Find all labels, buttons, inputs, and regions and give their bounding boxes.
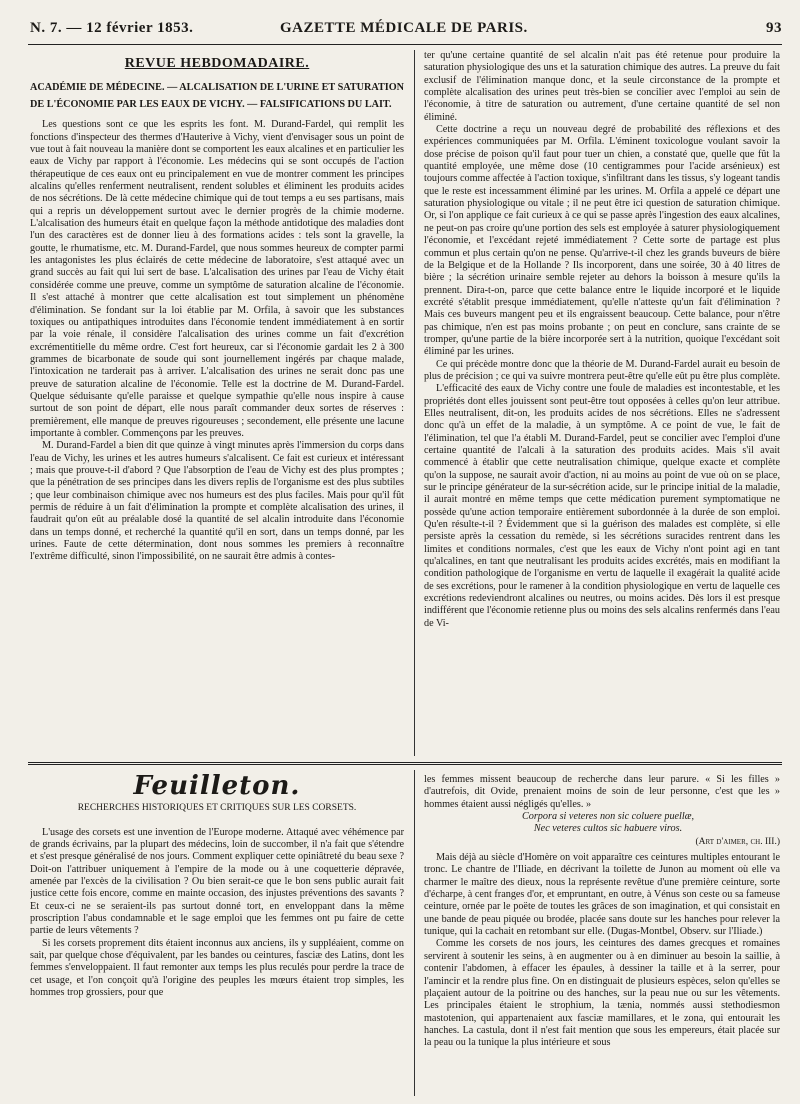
revue-title: REVUE HEBDOMADAIRE.	[124, 56, 310, 71]
feuilleton-title: Feuilleton.	[133, 771, 301, 801]
column-divider-lower	[414, 770, 415, 1096]
feuilleton-left-column	[30, 770, 404, 1096]
latin-verse: Corpora si veteres non sic coluere puellæ,	[521, 811, 695, 823]
column-divider	[414, 50, 415, 756]
latin-verse: Nec veteres cultos sic habuere viros.	[533, 823, 683, 835]
feuilleton-paragraph: L'usage des corsets est une invention de l'Europe moderne. Attaqué avec véhémence par de grands écrivains, par la plupart des médecins, loin de succomber, il n'a fait que s'étendre et s'est presque généralisé de nos jours. Comment expliquer cette opiniâtreté du beau sexe ? Doit-on l'attribuer uniquement à l'empire de la mode ou à une coquetterie dépravée, amenée par l'excès de la civilisation ? Ou bien serait-ce que le bon sens public aurait fait justice cette fois encore, comme en mainte occasion, des injustes préventions des savants ? Et ceux-ci ne se seraient-ils pas surtout donné tort, en enveloppant dans la même proscription l'abus condamnable et le sage emploi que les femmes ont pu faire de cette partie de leurs vêtements ?	[30, 826, 404, 937]
revue-paragraph: L'efficacité des eaux de Vichy contre une foule de maladies est incontestable, et les propriétés dont elles jouissent sont peut-être tout opposées à celles qu'on leur attribue. Elles neutralisent, dit-on, les produits acides de nos sécrétions. Elles ne s'adressent donc qu'à un effet de la maladie, à un symptôme. A ce point de vue, le fait de l'élimination, tel que l'a établi M. Durand-Fardel, peut se concilier avec l'emploi d'une certaine quantité de l'alcali à la saturation des produits acides. Mais s'il avait commencé à établir que cette neutralisation chimique, quelque exacte et complète qu'on la suppose, ne saurait avoir d'action, ni au moins au point de vue où on se place, sur le principe générateur de la sur-sécrétion acide, sur le principe initial de la maladie, il aurait montré en même temps que cette médication purement symptomatique ne possède qu'une action temporaire entièrement subordonnée à la durée de son emploi. Qu'en résulte-t-il ? Évidemment que si la guérison des malades est complète, si elle persiste après la cessation du remède, si les sécrétions suracides rentrent dans les limites et conditions normales, c'est que les eaux de Vichy n'ont point agi en tant qu'alcalines, en tant que neutralisant les produits acides excrétés, mais en modifiant la condition pathologique de l'organisme en vertu de laquelle il exagérait la qualité acide de ses excrétions, pour le ramener à la condition physiologique en vertu de laquelle ces excrétions redeviendront alcalines ou neutres, ou moins acides. Dès lors il est presque indifférent que l'économie retienne plus ou moins des sels alcalins renfermés dans l'eau de Vi-	[424, 383, 780, 629]
revue-paragraph: Cette doctrine a reçu un nouveau degré de probabilité des réflexions et des expériences communiquées par M. Orfila. L'éminent toxicologue voulant savoir la dose précise de poison qu'il faut pour tuer un chien, a constaté que, quelle que fût la quantité employée, une même dose (10 centigrammes pour l'acide arsénieux) est toujours comme affectée à l'action toxique, s'infiltrant dans les tissus, s'y logeant tandis que le reste est incessamment éliminé par les urines. M. Orfila a appelé ce départ une saturation physiologique ou vitale ; il ne peut être ici question de saturation chimique. Or, si l'on applique ce fait curieux à ce qui se passe après l'ingestion des eaux alcalines, ne peut-on pas croire qu'une portion des sels est employée à saturer physiologiquement l'économie, et l'excédant rejeté immédiatement ? Cette sorte de partage est plus commun et plus certain qu'on ne pense. Qu'arrive-t-il chez les grands buveurs de bière de la Belgique et de la Hollande ? Ils incorporent, dans une soirée, 30 à 40 litres de bière ; la sécrétion urinaire semble rejeter au dehors la boisson à mesure qu'ils la prennent. Dira-t-on, parce que cette balance entre le liquide incorporé et le liquide excrété s'établit presque immédiatement, qu'elle n'atteste qu'un fait d'élimination ? Mais ces buveurs mangent peu et ils engraissent beaucoup. Cette balance, pour n'être pas chimique, n'en est pas moins probante ; on peut en conclure, sans crainte de se tromper, qu'une partie de la bière incorporée sert à la nutrition, quoique l'excédant soit éliminé par les urines.	[424, 124, 780, 358]
journal-title: GAZETTE MÉDICALE DE PARIS.	[280, 20, 528, 36]
issue-number: N. 7. — 12 février 1853.	[30, 20, 194, 36]
page-header	[30, 20, 782, 42]
feuilleton-right-column	[424, 774, 780, 1096]
revue-paragraph: Les questions sont ce que les esprits les font. M. Durand-Fardel, qui remplit les fonctions d'inspecteur des thermes d'Hauterive à Vichy, vient d'envisager sous un point de vue tout à fait nouveau la manière dont se comportent les eaux alcalines et en particulier les eaux de Vichy par rapport à l'économie. Les médecins qui se sont occupés de l'action thérapeutique de ces eaux ont eu principalement en vue de montrer comment les principes alcalins qu'elles renferment neutralisent, rendent solubles et éliminent les produits acides de nos sécrétions. De là cette médecine chimique qui de tout temps a eu ses partisans, mais qui a repris un développement surtout avec le dernier progrès de la chimie moderne. L'alcalisation des humeurs était en quelque façon la méthode antidotique des maladies dont l'un des caractères est de donner lieu à des formations acides : tels sont la gravelle, la goutte, le rhumatisme, etc. M. Durand-Fardel, que nous sommes heureux de compter parmi les antagonistes les plus éclairés de cette médecine de laboratoire, s'est attaqué avec un grand succès au fait qui lui sert de base. L'alcalisation des urines par l'eau de Vichy était considérée comme une preuve, comme un symptôme de saturation alcaline de l'économie. Il s'est attaché à montrer que cette alcalisation est tout simplement un phénomène d'élimination. Se fondant sur la loi établie par M. Orfila, à savoir que les substances toxiques ou antipathiques introduites dans l'économie tendent immédiatement à en sortir par la voie rénale, il considère l'alcalisation des urines comme un fait d'excrétion excrémentitielle du même ordre. C'est fort heureux, car si l'économie gardait les 2 à 300 grammes de bicarbonate de soude qui sont journellement ingérés par chaque malade, l'intoxication ne tarderait pas à arriver. L'alcalisation des urines ne serait donc pas une preuve de saturation alcaline de l'économie. Telle est la doctrine de M. Durand-Fardel. Quelque séduisante qu'elle paraisse et quelque sympathie qu'elle nous inspire à cause surtout de son point de départ, elle nous paraît commander deux sortes de réserves : premièrement, elle manque de preuves rigoureuses ; secondement, elle présente une lacune importante à combler. Commençons par les preuves.	[30, 119, 404, 439]
revue-paragraph: ter qu'une certaine quantité de sel alcalin n'ait pas été retenue pour produire la saturation physiologique des uns et la saturation chimique des autres. La preuve du fait exclusif de l'élimination manque donc, et la seule circonstance de la prompte et complète alcalisation des urines peut très-bien se concilier avec l'emploi au sein de l'économie, à titre de saturation ou autrement, d'une certaine quantité de sel non éliminé.	[424, 50, 780, 123]
page-number: 93	[766, 20, 782, 36]
header-rule	[28, 44, 782, 45]
feuilleton-paragraph: Comme les corsets de nos jours, les ceintures des dames grecques et romaines servirent à soutenir les seins, à en augmenter ou à en diminuer au besoin la saillie, à contenir l'abdomen, à effacer les épaules, à dessiner la taille et à la serrer, pour l'amincir et la rendre plus fine. On en distinguait de plusieurs espèces, selon qu'elles se plaçaient autour de la poitrine ou des hanches, sur la peau nue ou sur les vêtements. Les principales étaient le strophium, la tænia, nommés aussi stethodiesmon mastotenion, qui appartenaient aux fasciæ mamillares, et le zona, qui entourait les hanches. La castula, dont il n'est fait mention que sous les empereurs, était placée sur la peau ou la tunique la plus intérieure et sous	[424, 938, 780, 1049]
feuilleton-subtitle: RECHERCHES HISTORIQUES ET CRITIQUES SUR LES CORSETS.	[77, 803, 357, 814]
verse-source: (Art d'aimer, ch. III.)	[695, 836, 780, 847]
feuilleton-paragraph: Si les corsets proprement dits étaient inconnus aux anciens, ils y suppléaient, comme on sait, par quelque chose d'équivalent, par les bandes ou ceintures, fasciæ des Latins, dont les femmes s'enveloppaient. Il faut remonter aux temps les plus reculés pour perdre la trace de cet usage, et l'on conçoit qu'à l'origine des peuples les mœurs étaient trop simples, les hommes trop grossiers, pour que	[30, 937, 404, 999]
feuilleton-paragraph: Mais déjà au siècle d'Homère on voit apparaître ces ceintures multiples entourant le tronc. Le chantre de l'Iliade, en décrivant la toilette de Junon au moment où elle va charmer le maître des dieux, nous la représente revêtue d'une première ceinture, sorte d'écharpe, à cent franges d'or, et empruntant, en outre, à Vénus son ceste ou sa fameuse ceinture, ornée par le poëte de toutes les grâces de son imagination, et qui consistait en une bande de peau piquée ou brodée, placée sans doute sur les hanches pour relever la tunique, qui la cachait en retombant sur elle. (Dugas-Montbel, Observ. sur l'Iliade.)	[424, 852, 780, 938]
revue-paragraph: M. Durand-Fardel a bien dit que quinze à vingt minutes après l'immersion du corps dans l'eau de Vichy, les urines et les autres humeurs s'alcalisent. Ce fait est curieux et intéressant ; mais que prouve-t-il d'abord ? Que l'absorption de l'eau de Vichy est des plus promptes ; que la pénétration de ses principes dans les divers replis de l'organisme est des plus subtiles ; que leur combinaison chimique avec nos humeurs est des plus faciles. Mais pour qu'il fût permis de réduire à un fait d'élimination la prompte et complète alcalisation des urines, il faudrait qu'on eût au préalable dosé la quantité de sel alcalin introduite dans l'économie dans un temps donné, et recherché la quantité qu'il en sort, dans un temps donné, par les urines. Faute de cette détermination, dont nous sommes les premiers à reconnaître l'extrême difficulté, sinon l'impossibilité, on ne saurait être admis à contes-	[30, 440, 404, 563]
revue-right-column	[424, 50, 780, 756]
revue-left-column	[30, 50, 404, 756]
feuilleton-rule-double	[28, 764, 782, 765]
feuilleton-paragraph: les femmes missent beaucoup de recherche dans leur parure. « Si les filles » d'autrefois, dit Ovide, prenaient moins de soin de leur personne, c'est que les » hommes étaient aussi négligés qu'elles. »	[424, 774, 780, 810]
feuilleton-rule	[28, 762, 782, 763]
revue-subtitle: ACADÉMIE DE MÉDECINE. — ALCALISATION DE L'URINE ET SATURATION DE L'ÉCONOMIE PAR LES EAUX DE VICHY. — FALSIFICATIONS DU LAIT.	[30, 82, 404, 111]
revue-paragraph: Ce qui précède montre donc que la théorie de M. Durand-Fardel aurait eu besoin de plus de précision ; ce qui va suivre montrera peut-être qu'elle eût pu être plus complète.	[424, 358, 780, 382]
